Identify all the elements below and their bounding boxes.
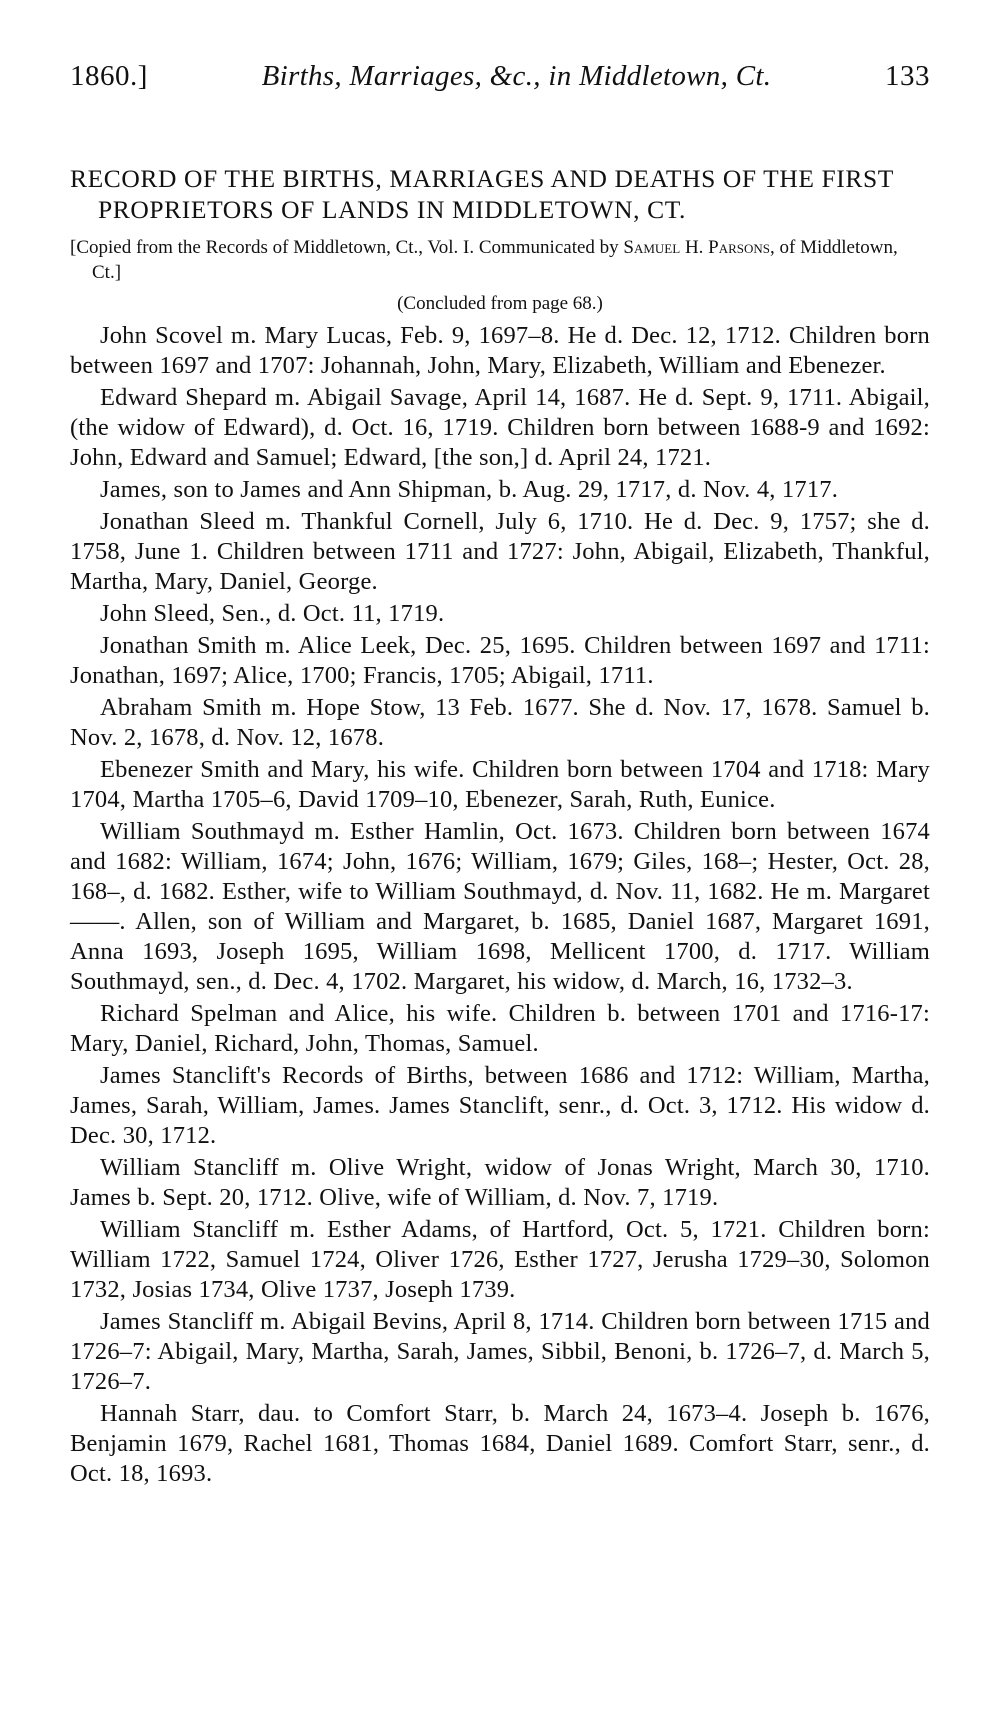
entry-sleed-john: John Sleed, Sen., d. Oct. 11, 1719. (100, 600, 445, 627)
entry-sleed-jonathan: Jonathan Sleed m. Thankful Cornell, July 6, 1710. He d. Dec. 9, 1757; she d. 1758, June 1. Children between 1711 and 1727: John, Abigail, Elizabeth, Thankful, Martha, Mary, Daniel, George. (70, 508, 930, 595)
continuation-note: (Concluded from page 68.) (397, 293, 603, 314)
entry-smith-ebenezer: Ebenezer Smith and Mary, his wife. Children born between 1704 and 1718: Mary 1704, Martha 1705–6, David 1709–10, Ebenezer, Sarah, Ruth, Eunice. (70, 756, 930, 813)
entries-list (70, 321, 930, 1489)
entry-stanclift-james: James Stanclift's Records of Births, between 1686 and 1712: William, Martha, James, Sarah, William, James. James Stanclift, senr., d. Oct. 3, 1712. His widow d. Dec. 30, 1712. (70, 1062, 930, 1149)
entry-stancliff-william-adams: William Stancliff m. Esther Adams, of Hartford, Oct. 5, 1721. Children born: William 1722, Samuel 1724, Oliver 1726, Esther 1727, Jerusha 1729–30, Solomon 1732, Josias 1734, Olive 1737, Joseph 1739. (70, 1216, 930, 1303)
page-number: 133 (884, 60, 930, 92)
source-note (70, 235, 930, 285)
record-title: RECORD OF THE BIRTHS, MARRIAGES AND DEATHS OF THE FIRST PROPRIETORS OF LANDS IN MIDDLETOWN, CT. (70, 164, 894, 224)
entry-stancliff-james-bevins: James Stancliff m. Abigail Bevins, April 8, 1714. Children born between 1715 and 1726–7: Abigail, Mary, Martha, Sarah, James, Sibbil, Benoni, b. 1726–7, d. March 5, 1726–7. (70, 1308, 930, 1395)
header-year: 1860.] (70, 60, 148, 92)
source-note-prefix: [Copied from the Records of Middletown, Ct., Vol. I. Communicated by (70, 237, 624, 258)
running-head (70, 60, 930, 93)
entry-smith-jonathan: Jonathan Smith m. Alice Leek, Dec. 25, 1695. Children between 1697 and 1711: Jonathan, 1697; Alice, 1700; Francis, 1705; Abigail, 1711. (70, 632, 930, 689)
entry-starr: Hannah Starr, dau. to Comfort Starr, b. March 24, 1673–4. Joseph b. 1676, Benjamin 1679, Rachel 1681, Thomas 1684, Daniel 1689. Comfort Starr, senr., d. Oct. 18, 1693. (70, 1400, 930, 1487)
entry-southmayd: William Southmayd m. Esther Hamlin, Oct. 1673. Children born between 1674 and 1682: William, 1674; John, 1676; William, 1679; Giles, 168–; Hester, Oct. 28, 168–, d. 1682. Esther, wife to William Southmayd, d. Nov. 11, 1682. He m. Margaret ——. Allen, son of William and Margaret, b. 1685, Daniel 1687, Margaret 1691, Anna 1693, Joseph 1695, William 1698, Mellicent 1700, d. 1717. William Southmayd, sen., d. Dec. 4, 1702. Margaret, his widow, d. March, 16, 1732–3. (70, 818, 930, 995)
source-note-suffix: , of Middletown, Ct.] (92, 237, 898, 283)
entry-spelman: Richard Spelman and Alice, his wife. Children b. between 1701 and 1716-17: Mary, Daniel, Richard, John, Thomas, Samuel. (70, 1000, 930, 1057)
entry-shepard: Edward Shepard m. Abigail Savage, April 14, 1687. He d. Sept. 9, 1711. Abigail, (the widow of Edward), d. Oct. 16, 1719. Children born between 1688-9 and 1692: John, Edward and Samuel; Edward, [the son,] d. April 24, 1721. (70, 384, 930, 471)
entry-smith-abraham: Abraham Smith m. Hope Stow, 13 Feb. 1677. She d. Nov. 17, 1678. Samuel b. Nov. 2, 1678, d. Nov. 12, 1678. (70, 694, 930, 751)
entry-shipman: James, son to James and Ann Shipman, b. Aug. 29, 1717, d. Nov. 4, 1717. (100, 476, 839, 503)
entry-stancliff-william-wright: William Stancliff m. Olive Wright, widow of Jonas Wright, March 30, 1710. James b. Sept. 20, 1712. Olive, wife of William, d. Nov. 7, 1719. (70, 1154, 930, 1211)
header-title: Births, Marriages, &c., in Middletown, Ct. (261, 60, 772, 92)
source-note-author: Samuel H. Parsons (623, 237, 771, 258)
entry-scovel: John Scovel m. Mary Lucas, Feb. 9, 1697–8. He d. Dec. 12, 1712. Children born between 1697 and 1707: Johannah, John, Mary, Elizabeth, William and Ebenezer. (70, 322, 930, 379)
